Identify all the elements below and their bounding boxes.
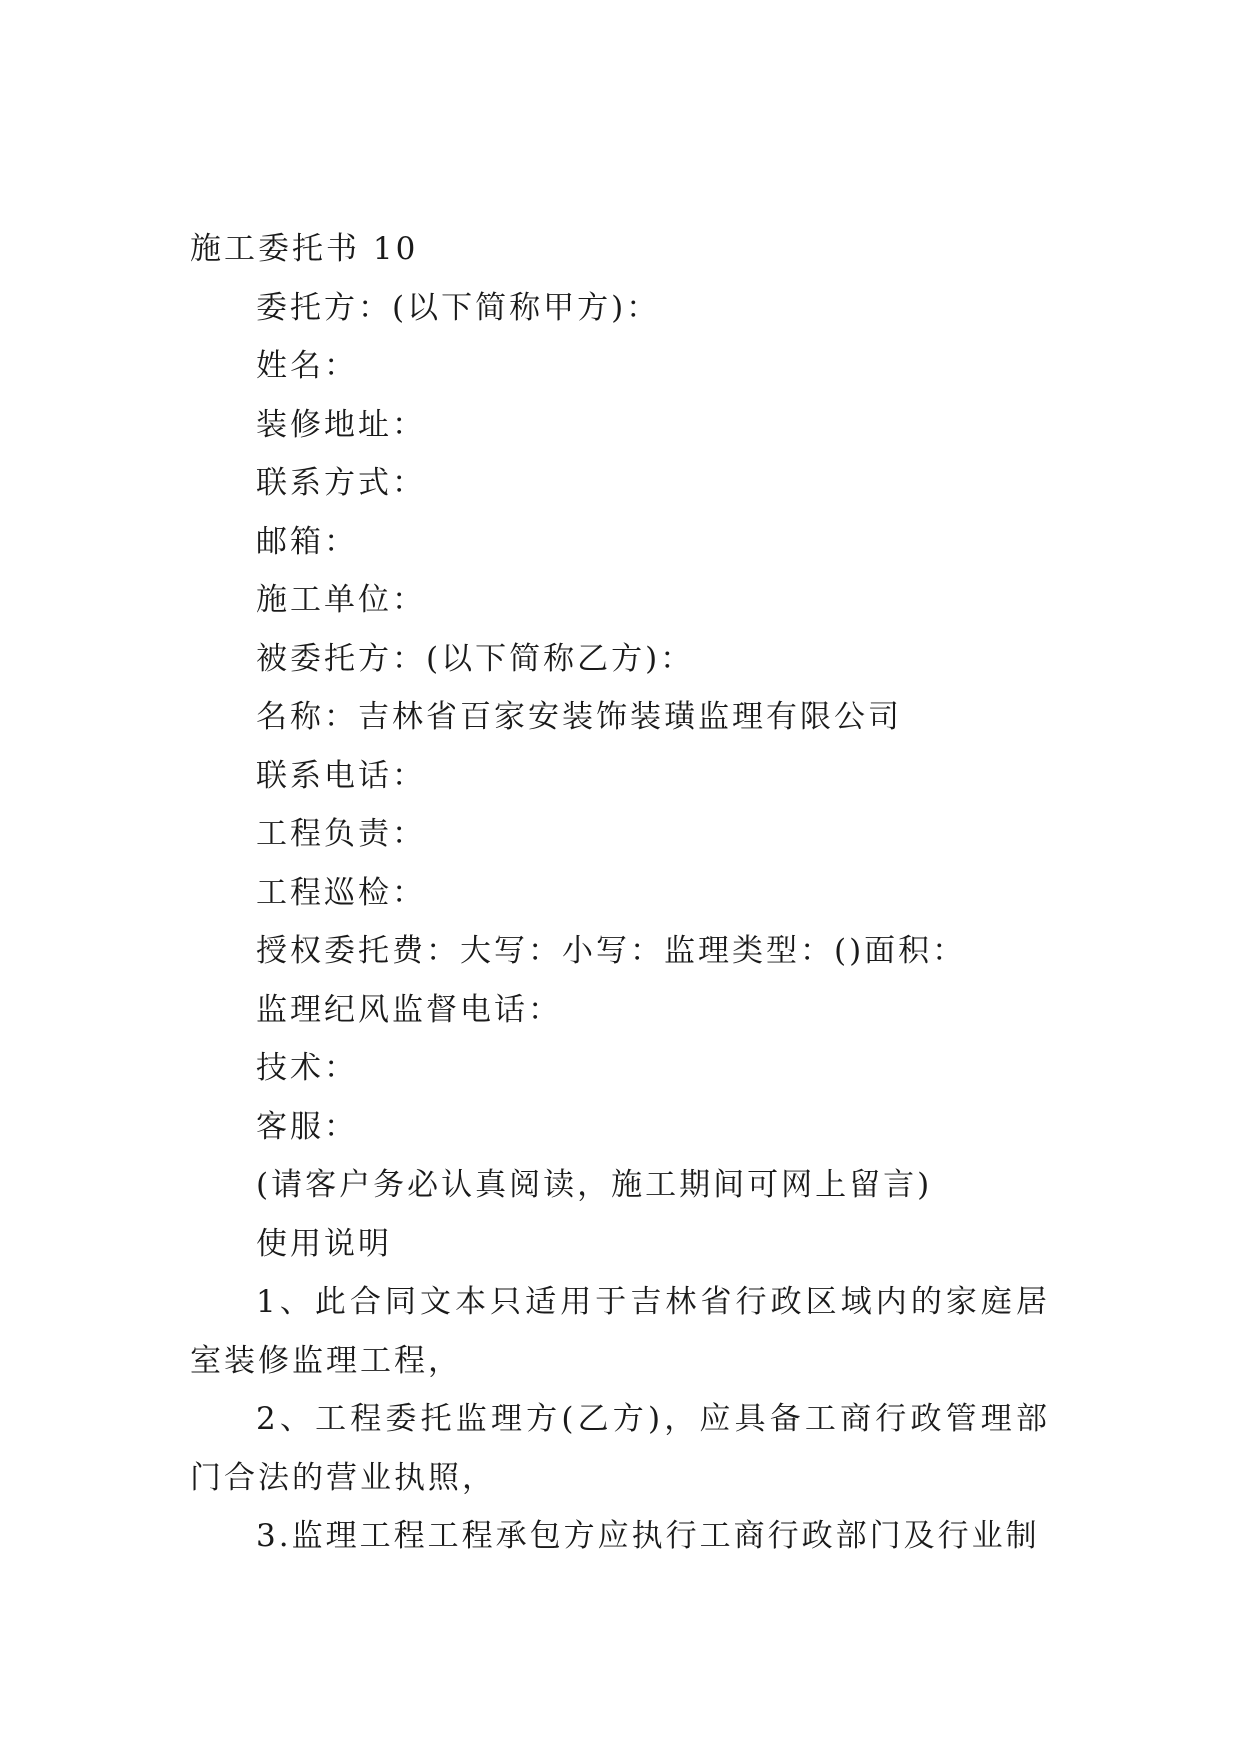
paragraph-3: 3.监理工程工程承包方应执行工商行政部门及行业制 [256, 1518, 1040, 1554]
field-construction-unit: 施工单位： [256, 582, 426, 618]
section-heading: 使用说明 [256, 1225, 392, 1262]
field-phone: 联系电话： [256, 757, 426, 794]
field-project-lead: 工程负责： [256, 816, 426, 852]
field-delegatee: 被委托方：(以下简称乙方)： [256, 640, 695, 677]
paragraph-1: 1、此合同文本只适用于吉林省行政区域内的家庭居室装修监理工程， [190, 1284, 1050, 1379]
field-inspection: 工程巡检： [256, 874, 426, 911]
field-contact: 联系方式： [256, 465, 426, 501]
field-email: 邮箱： [256, 523, 358, 560]
field-company-name: 名称：吉林省百家安装饰装璜监理有限公司 [256, 699, 902, 735]
field-name: 姓名： [256, 348, 358, 384]
field-service: 客服： [256, 1108, 358, 1145]
field-fee: 授权委托费：大写：小写：监理类型：()面积： [256, 933, 967, 969]
document-title: 施工委托书 10 [190, 231, 419, 267]
field-delegator: 委托方：(以下简称甲方)： [256, 289, 661, 326]
document-body [190, 220, 1050, 1566]
paragraph-2: 2、工程委托监理方(乙方)，应具备工商行政管理部门合法的营业执照， [190, 1401, 1050, 1496]
field-supervision-phone: 监理纪风监督电话： [256, 991, 562, 1028]
notice-text: (请客户务必认真阅读，施工期间可网上留言) [256, 1167, 933, 1203]
field-tech: 技术： [256, 1050, 358, 1086]
field-address: 装修地址： [256, 406, 426, 443]
